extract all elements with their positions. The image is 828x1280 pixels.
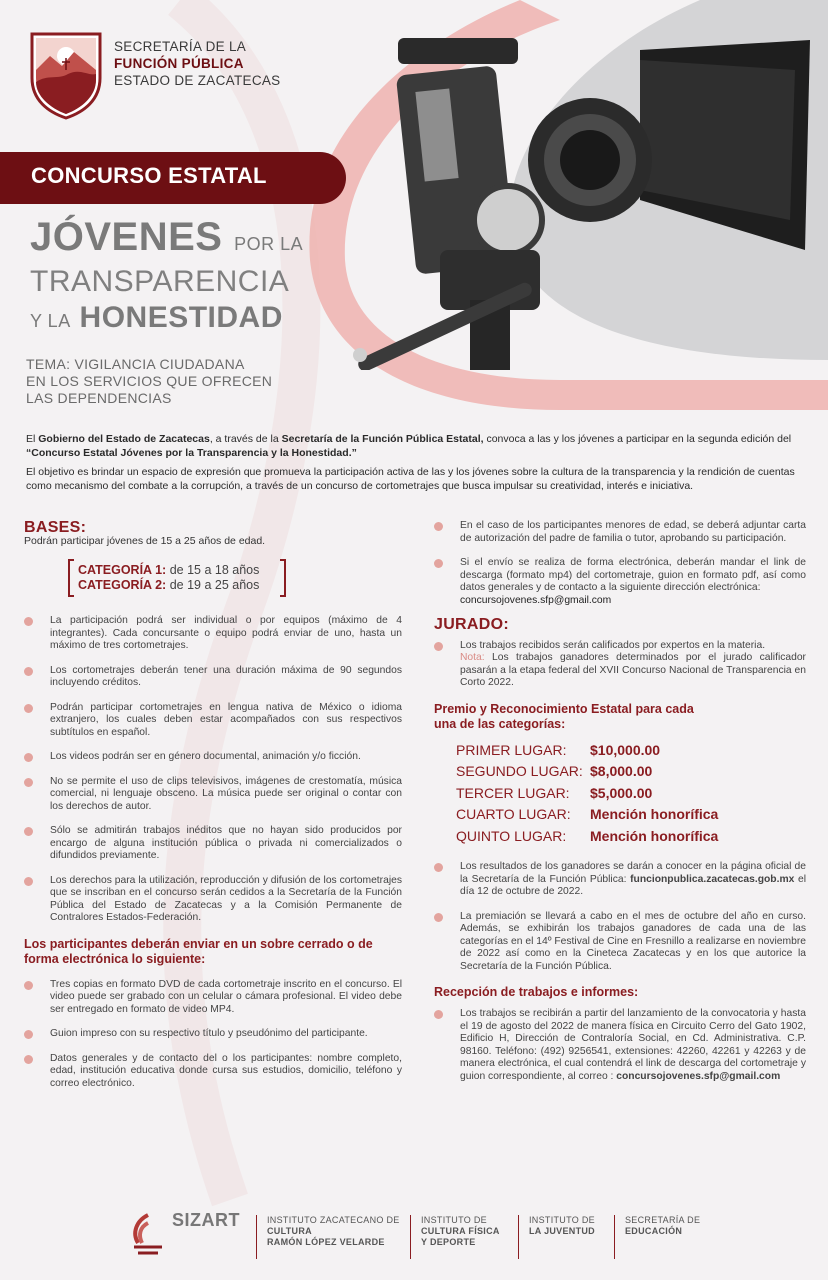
sizart-emblem-icon [128,1213,168,1257]
list-item: Si el envío se realiza de forma electrónica, deberán mandar el link de descarga (formato mp4) del cortometraje, guion en formato pdf, así como datos generales y de contacto a la siguiente dirección electrónica: concursojovenes.sfp@gmail.com [434,557,806,607]
list-item: Los cortometrajes deberán tener una duración máxima de 90 segundos incluyendo créditos. [24,665,402,690]
contact-email[interactable]: concursojovenes.sfp@gmail.com [460,594,612,606]
category-2-label: CATEGORÍA 2: [78,578,167,592]
org-line1: SECRETARÍA DE LA [114,39,247,54]
title-jovenes: JÓVENES [30,215,223,259]
list-item: En el caso de los participantes menores de edad, se deberá adjuntar carta de autorización del padre de familia o tutor, aprobando su participación. [434,520,806,545]
list-item: Los trabajos se recibirán a partir del lanzamiento de la convocatoria y hasta el 19 de agosto del 2022 de manera física en Circuito Cerro del Gato 1902, Edificio H, Dirección de Contraloría Social, en Cd. Administrativa. C.P. 98160. Teléfono: (492) 9256541, extensiones: 42260, 42261 y 42263 y de manera electrónica, el cual contendrá el link de descarga del cortometraje y guion correspondiente, al correo : concursojovenes.sfp@gmail.com [434,1008,806,1083]
right-column [434,520,806,1095]
jurado-list [434,640,806,690]
results-url[interactable]: funcionpublica.zacatecas.gob.mx [630,873,795,885]
film-camera-illustration [340,30,828,370]
org-line2: FUNCIÓN PÚBLICA [114,56,244,71]
bases-heading: BASES: [24,519,87,536]
left-column [24,519,402,1102]
reception-list [434,1008,806,1083]
reception-email[interactable]: concursojovenes.sfp@gmail.com [616,1070,781,1082]
categories-box [68,559,286,597]
title-por-la: POR LA [234,234,304,254]
category-1-label: CATEGORÍA 1: [78,563,167,577]
reception-heading: Recepción de trabajos e informes: [434,985,639,999]
footer-secretaria-educacion: SECRETARÍA DE EDUCACIÓN [614,1215,700,1259]
intro-paragraph-1: El Gobierno del Estado de Zacatecas, a través de la Secretaría de la Función Pública Estatal, convoca a las y los jóvenes a participar en la segunda edición del “Concurso Estatal Jóvenes por la Transparencia y la Honestidad.” [26,433,792,459]
org-line3: ESTADO DE ZACATECAS [114,73,281,88]
category-2-value: de 19 a 25 años [169,578,260,592]
footer-institute-deporte: INSTITUTO DE CULTURA FÍSICA Y DEPORTE [410,1215,500,1259]
category-1-value: de 15 a 18 años [169,563,260,577]
requirements-list [434,520,806,607]
bases-list [24,615,402,925]
organization-name [114,38,280,89]
list-item: Los resultados de los ganadores se darán a conocer en la página oficial de la Secretaría de la Función Pública: funcionpublica.zacatecas.gob.mx el día 12 de octubre de 2022. [434,861,806,899]
submission-heading: Los participantes deberán enviar en un sobre cerrado o de forma electrónica lo siguiente: [24,936,373,966]
list-item: Los videos podrán ser en género documental, animación y/o ficción. [24,751,402,764]
prize-row: TERCER LUGAR: $5,000.00 [456,784,653,801]
footer-logos [0,1205,828,1265]
list-item: Tres copias en formato DVD de cada cortometraje inscrito en el concurso. El video puede ser grabado con un celular o cámara profesional. El video debe ser entregado en formato de video MP4. [24,979,402,1017]
results-list [434,861,806,973]
list-item: Datos generales y de contacto del o los participantes: nombre completo, edad, institución educativa donde cursa sus estudios, domicilio, teléfono y correo electrónico. [24,1053,402,1091]
prize-row: PRIMER LUGAR: $10,000.00 [456,741,661,758]
list-item: Guion impreso con su respectivo título y pseudónimo del participante. [24,1028,402,1041]
list-item: Los derechos para la utilización, reproducción y difusión de los cortometrajes que se inscriban en el concurso serán cedidos a la Secretaría de la Función Pública del Estado de Zacatecas y a la Comisión Permanente de Contralores Estados-Federación. [24,875,402,925]
prize-row: CUARTO LUGAR: Mención honorífica [456,806,719,822]
intro-text [26,433,802,499]
prize-row: QUINTO LUGAR: Mención honorífica [456,827,719,844]
intro-paragraph-2: El objetivo es brindar un espacio de expresión que promueva la participación activa de las y los jóvenes sobre la cultura de la transparencia y la rendición de cuentas como mecanismo del combate a la corrupción, a través de un concurso de cortometrajes que busca impulsar su creatividad, interés e iniciativa. [26,466,795,492]
list-item: Podrán participar cortometrajes en lengua nativa de México o idioma extranjero, los cuales deben estar acompañados con sus respectivos subtítulos en español. [24,702,402,740]
footer-institute-cultura: INSTITUTO ZACATECANO DE CULTURA RAMÓN LÓPEZ VELARDE [256,1215,400,1259]
bases-subtitle: Podrán participar jóvenes de 15 a 25 años de edad. [24,534,266,547]
title-honestidad: HONESTIDAD [79,301,283,334]
theme-line: TEMA: VIGILANCIA CIUDADANA [26,356,245,372]
list-item: La participación podrá ser individual o por equipos (máximo de 4 integrantes). Cada concursante o equipo podrá enviar de uno, hasta un máximo de tres cortometrajes. [24,615,402,653]
theme-line: LAS DEPENDENCIAS [26,390,172,406]
list-item: Los trabajos recibidos serán calificados por expertos en la materia. Nota: Los trabajos ganadores determinados por el jurado calificador pasarán a la etapa federal del XVII Concurso Nacional de Transparencia en Corto 2022. [434,640,806,690]
list-item: La premiación se llevará a cabo en el mes de octubre del año en curso. Además, se exhibirán los trabajos ganadores de cada una de las categorías en el 14º Festival de Cine en Fresnillo a realizarse en noviembre de 2022 así como en la Cineteca Zacatecas y en los que autorice la Secretaría de la Función Pública. [434,911,806,974]
theme-text [26,356,272,407]
footer-institute-juventud: INSTITUTO DE LA JUVENTUD [518,1215,595,1259]
sizart-text: SIZART [172,1210,240,1230]
submission-list [24,979,402,1091]
sizart-logo [128,1210,240,1260]
nota-label: Nota: [460,652,485,663]
contest-title [30,216,303,340]
list-item: No se permite el uso de clips televisivos, imágenes de crestomatía, música comercial, ni lenguaje obsceno. La música puede ser original o contar con los derechos de autor. [24,776,402,814]
contest-banner: CONCURSO ESTATAL [0,152,346,204]
prize-row: SEGUNDO LUGAR: $8,000.00 [456,763,653,779]
title-transparencia: TRANSPARENCIA [30,265,290,298]
list-item: Sólo se admitirán trabajos inéditos que no hayan sido producidos por encargo de alguna institución pública o privada ni comercializados o difundidos previamente. [24,825,402,863]
prize-heading: Premio y Reconocimiento Estatal para cada una de las categorías: [434,701,694,731]
prize-table [456,740,806,848]
theme-line: EN LOS SERVICIOS QUE OFRECEN [26,373,273,389]
function-publica-shield-logo [28,30,104,120]
title-y-la: Y LA [30,311,71,331]
jurado-heading: JURADO: [434,616,509,633]
